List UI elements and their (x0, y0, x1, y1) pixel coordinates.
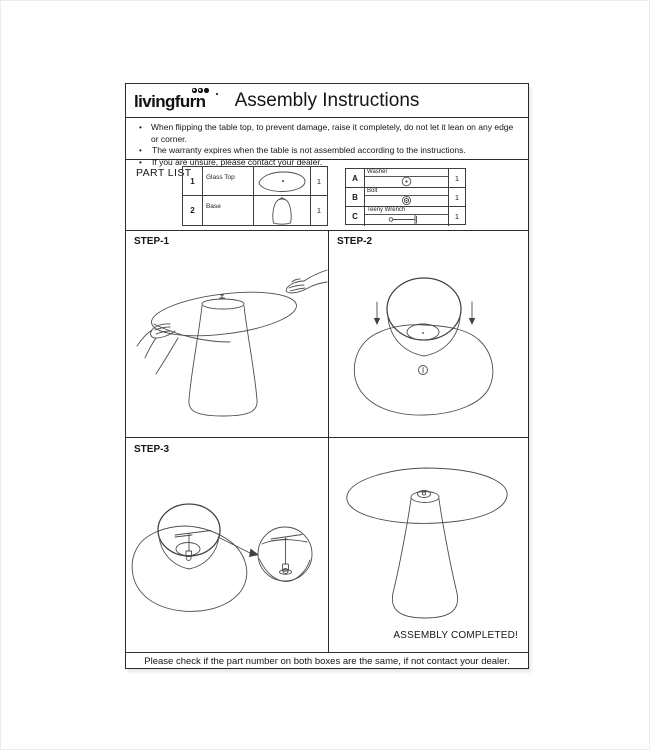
base-sketch-icon (254, 196, 311, 225)
warning-notes (126, 118, 528, 167)
brand-logo-text: livingfurn (134, 92, 206, 111)
warning-text: When flipping the table top, to prevent damage, raise it completely, do not let it lean on any edge or corner. (150, 122, 514, 144)
part-list-section (126, 160, 528, 230)
hardware-name: Bolt (365, 188, 448, 196)
page-title: Assembly Instructions (234, 90, 420, 111)
glass-top-sketch-icon (254, 167, 311, 196)
brand-dots-icon (192, 88, 209, 93)
part-qty: 1 (311, 167, 327, 196)
part-name: Glass Top (203, 167, 254, 196)
hardware-letter: B (346, 188, 365, 207)
step3-drawing-icon (126, 438, 328, 652)
step2-panel (329, 230, 530, 437)
part-list-label: PART LIST (136, 167, 192, 179)
warning-text: The warranty expires when the table is not assembled according to the instructions. (152, 145, 466, 155)
t-wrench-icon (365, 215, 448, 226)
step3-panel (126, 438, 328, 652)
step2-drawing-icon (329, 230, 530, 437)
parts-table (182, 166, 328, 226)
part-number: 2 (183, 196, 203, 225)
header (126, 84, 528, 117)
bullet-icon: • (139, 123, 142, 132)
hardware-cell (365, 169, 449, 188)
hardware-cell (365, 207, 449, 226)
trademark-dot-icon (216, 93, 218, 95)
hardware-qty: 1 (454, 212, 460, 221)
step3-label: STEP-3 (134, 444, 170, 455)
completed-panel (329, 438, 530, 652)
bullet-icon: • (139, 146, 142, 155)
washer-icon (365, 177, 448, 188)
hardware-letter: C (346, 207, 365, 226)
step2-label: STEP-2 (337, 236, 373, 247)
step1-drawing-icon (126, 230, 328, 437)
hardware-cell (365, 188, 449, 207)
hardware-table (345, 168, 466, 225)
bolt-icon (365, 196, 448, 207)
instruction-sheet (125, 83, 529, 669)
step1-panel (126, 230, 328, 437)
completed-drawing-icon (329, 438, 530, 652)
hardware-name: Washer (365, 169, 448, 177)
hardware-letter: A (346, 169, 365, 188)
hardware-qty: 1 (449, 188, 465, 207)
warning-item (139, 145, 520, 157)
warning-text: If you are unsure, please contact your dealer. (152, 156, 323, 167)
hardware-qty: 1 (449, 169, 465, 188)
footer-note: Please check if the part number on both boxes are the same, if not contact your dealer. (144, 656, 510, 667)
assembly-completed-text: ASSEMBLY COMPLETED! (393, 630, 518, 641)
part-number: 1 (183, 167, 203, 196)
brand-logo (134, 87, 205, 115)
step1-label: STEP-1 (134, 236, 170, 247)
bullet-icon: • (139, 157, 142, 167)
hardware-name: Teeny Wrench (365, 207, 448, 215)
warning-item (139, 122, 520, 145)
part-name: Base (203, 196, 254, 225)
part-qty: 1 (316, 206, 322, 215)
